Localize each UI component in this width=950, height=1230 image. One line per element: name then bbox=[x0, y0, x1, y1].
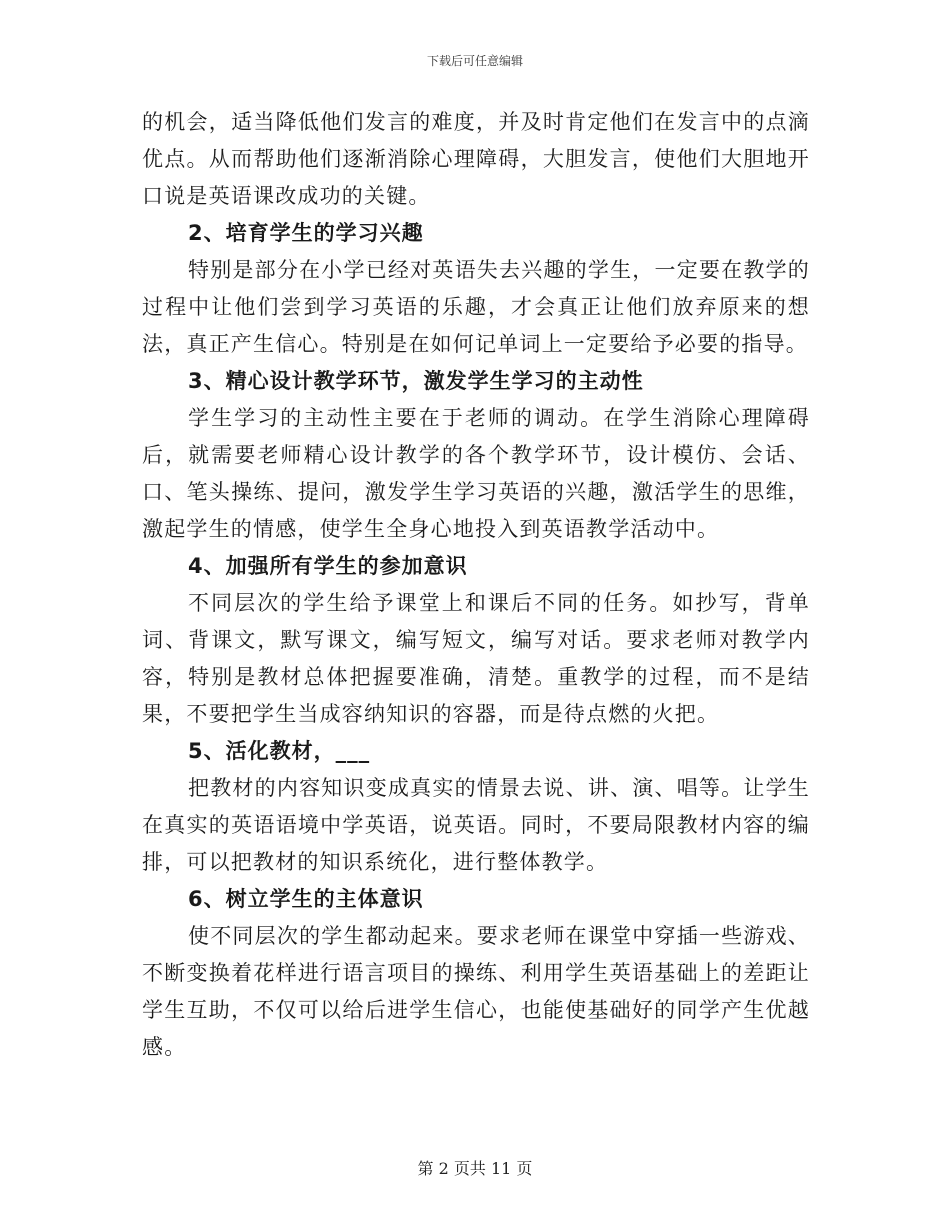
section-heading: 2、培育学生的学习兴趣 bbox=[188, 221, 424, 245]
section-paragraph: 学生学习的主动性主要在于老师的调动。在学生消除心理障碍后，就需要老师精心设计教学的各个教学环节，设计模仿、会话、口、笔头操练、提问，激发学生学习英语的兴趣，激活学生的思维，激起学生的情感，使学生全身心地投入到英语教学活动中。 bbox=[142, 406, 810, 541]
section-paragraph: 把教材的内容知识变成真实的情景去说、讲、演、唱等。让学生在真实的英语语境中学英语，说英语。同时，不要局限教材内容的编排，可以把教材的知识系统化，进行整体教学。 bbox=[142, 776, 810, 874]
page-header: 下载后可任意编辑 bbox=[426, 54, 523, 68]
document-body bbox=[142, 104, 810, 1066]
page-number: 第 2 页共 11 页 bbox=[417, 1159, 533, 1178]
section-paragraph: 特别是部分在小学已经对英语失去兴趣的学生，一定要在教学的过程中让他们尝到学习英语的乐趣，才会真正让他们放弃原来的想法，真正产生信心。特别是在如何记单词上一定要给予必要的指导。 bbox=[142, 258, 810, 356]
intro-paragraph: 的机会，适当降低他们发言的难度，并及时肯定他们在发言中的点滴优点。从而帮助他们逐渐消除心理障碍，大胆发言，使他们大胆地开口说是英语课改成功的关键。 bbox=[142, 110, 810, 208]
section-heading: 5、活化教材，___ bbox=[188, 739, 371, 763]
section-heading: 3、精心设计教学环节，激发学生学习的主动性 bbox=[188, 369, 644, 393]
section-heading: 6、树立学生的主体意识 bbox=[188, 887, 424, 911]
section-heading: 4、加强所有学生的参加意识 bbox=[188, 554, 468, 578]
section-paragraph: 使不同层次的学生都动起来。要求老师在课堂中穿插一些游戏、不断变换着花样进行语言项目的操练、利用学生英语基础上的差距让学生互助，不仅可以给后进学生信心，也能使基础好的同学产生优越感。 bbox=[142, 924, 810, 1059]
section-paragraph: 不同层次的学生给予课堂上和课后不同的任务。如抄写，背单词、背课文，默写课文，编写短文，编写对话。要求老师对教学内容，特别是教材总体把握要准确，清楚。重教学的过程，而不是结果，不要把学生当成容纳知识的容器，而是待点燃的火把。 bbox=[142, 591, 810, 726]
